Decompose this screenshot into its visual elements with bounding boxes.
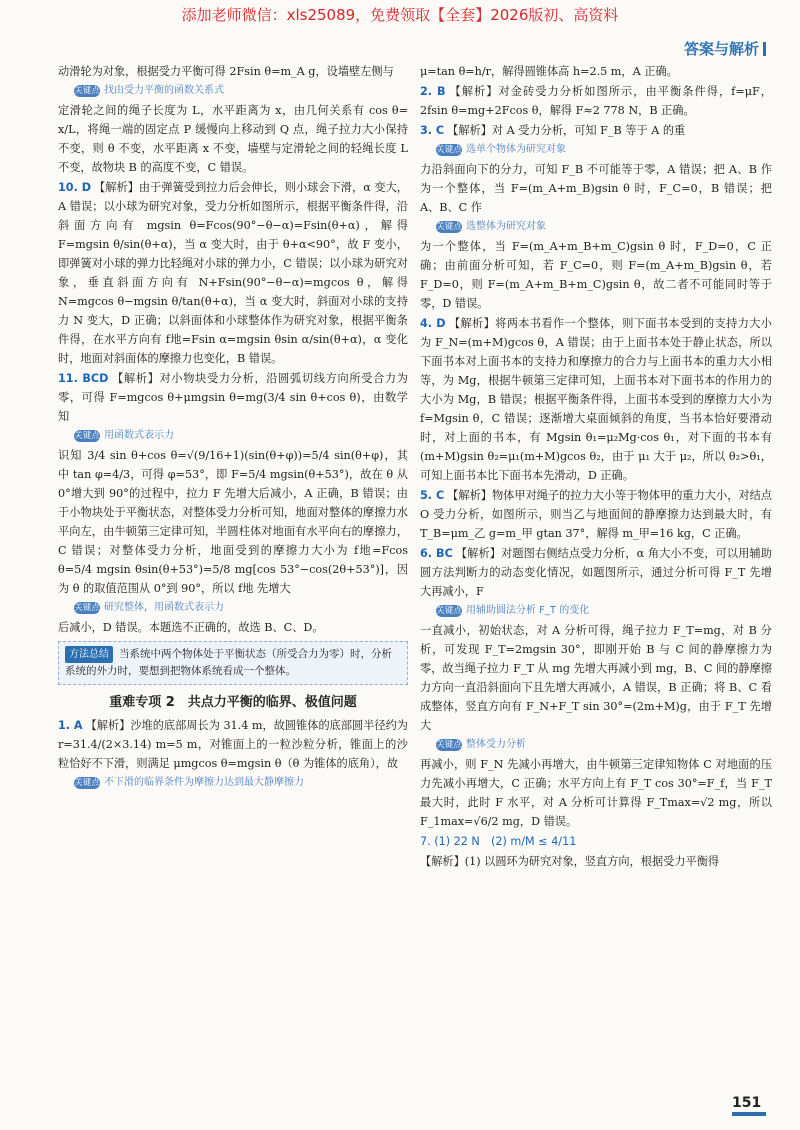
key-point-note (436, 602, 772, 619)
key-point-note (436, 218, 772, 235)
key-point-icon: 关键点 (436, 222, 462, 232)
key-point-text: 选单个物体为研究对象 (466, 144, 566, 155)
question-explanation: 【解析】对小物块受力分析，沿圆弧切线方向所受合力为零，可得 F=mgcos θ+μmgsin θ=mg(3/4 sin θ+cos θ)，由数学知 (58, 372, 408, 423)
method-summary-label: 方法总结 (65, 646, 113, 663)
question-explanation: 【解析】对题图右侧结点受力分析，α 角大小不变，可以用辅助圆方法判断力的动态变化情况，如题图所示，通过分析可得 F_T 先增大再减小，F (420, 547, 772, 598)
question-explanation: 【解析】物体甲对绳子的拉力大小等于物体甲的重力大小，对结点 O 受力分析，如图所示，则当乙与地面间的静摩擦力达到最大时，有 T_B=μm_乙 g=m_甲 gtan 37°，解得 m_甲=16 kg，C 正确。 (420, 489, 772, 540)
key-point-text: 研究整体，用函数式表示力 (104, 602, 224, 613)
question-answer (420, 486, 772, 543)
page-number-bar (732, 1112, 766, 1116)
key-point-text: 用函数式表示力 (104, 430, 174, 441)
key-point-text: 整体受力分析 (466, 739, 526, 750)
watermark-banner: 添加老师微信：xls25089，免费领取【全套】2026版初、高资料 (181, 6, 619, 24)
method-summary-text: 当系统中两个物体处于平衡状态（所受合力为零）时，分析系统的外力时，要想到把物体系统看成一个整体。 (65, 648, 392, 677)
question-number: 3. C (420, 124, 445, 137)
paragraph: μ=tan θ=h/r，解得圆锥体高 h=2.5 m，A 正确。 (420, 65, 678, 78)
question-number: 1. A (58, 719, 83, 732)
key-point-text: 用辅助圆法分析 F_T 的变化 (466, 605, 590, 616)
key-point-text: 找由受力平衡的函数关系式 (104, 85, 224, 96)
header-title: 答案与解析 (683, 40, 759, 58)
question-answer (420, 544, 772, 601)
key-point-text: 不下滑的临界条件为摩擦力达到最大静摩擦力 (104, 777, 304, 788)
question-explanation: 【解析】对 A 受力分析，可知 F_B 等于 A 的重 (447, 124, 686, 137)
question-answer (58, 369, 408, 426)
key-point-note (74, 82, 408, 99)
key-point-note (74, 599, 408, 616)
key-point-icon: 关键点 (74, 603, 100, 613)
right-column (420, 62, 772, 872)
method-summary-box (58, 641, 408, 685)
question-number: 5. C (420, 489, 445, 502)
question-answer (58, 716, 408, 773)
key-point-text: 选整体为研究对象 (466, 221, 546, 232)
key-point-icon: 关键点 (436, 606, 462, 616)
header-bar-icon (763, 42, 766, 56)
question-answer (58, 178, 408, 368)
question-number: 4. D (420, 317, 446, 330)
question-number: 6. BC (420, 547, 453, 560)
question-answer (420, 82, 772, 120)
question-explanation: 【解析】沙堆的底部周长为 31.4 m，故圆锥体的底部圆半径约为 r=31.4/(2×3.14) m=5 m，对锥面上的一粒沙粒分析，锥面上的沙粒恰好不下滑，则满足 μmgcos θ=mgsin θ（θ 为锥体的底角），故 (58, 719, 408, 770)
section-header (684, 38, 766, 59)
paragraph: 识知 3/4 sin θ+cos θ=√(9/16+1)(sin(θ+φ))=5/4 sin(θ+φ)，其中 tan φ=4/3，可得 φ=53°，即 F=5/4 mgsin(θ+53°)，故在 θ 从 0°增大到 90°的过程中，拉力 F 先增大后减小，A 正确，B 错误；由于小物块处于平衡状态，对整体受力分析可知，地面对整体的摩擦力水平向左，由牛顿第三定律可知，半圆柱体对地面有水平向右的摩擦力，C 错误；对整体受力分析，地面受到的摩擦力大小为 f地=Fcos θ=5/4 mgsin θsin(θ+53°)=5/8 mg[cos 53°−cos(2θ+53°)]，因为 θ 的取值范围从 0°到 90°，所以 f地 先增大 (58, 449, 408, 595)
question-number: 2. B (420, 85, 446, 98)
paragraph: 后减小，D 错误。本题选不正确的，故选 B、C、D。 (58, 621, 324, 634)
section-heading: 重难专项 2 共点力平衡的临界、极值问题 (109, 695, 357, 710)
question-number: 11. BCD (58, 372, 109, 385)
answer-line: 7. (1) 22 N (2) m/M ≤ 4/11 (420, 835, 577, 848)
page-number-text: 151 (732, 1095, 762, 1111)
paragraph: 【解析】(1) 以圆环为研究对象，竖直方向，根据受力平衡得 (420, 855, 720, 868)
key-point-icon: 关键点 (436, 145, 462, 155)
question-explanation: 【解析】由于弹簧受到拉力后会伸长，则小球会下滑，α 变大，A 错误；以小球为研究对象，受力分析如图所示，根据平衡条件得，沿斜面方向有 mgsin θ=Fcos(90°−θ−α)=Fsin(θ+α)，解得 F=mgsin θ/sin(θ+α)，当 α 变大时，由于 θ+α<90°，故 F 变小，即弹簧对小球的弹力比轻绳对小球的弹力小，C 错误；以小球为研究对象，垂直斜面方向有 N+Fsin(90°−θ−α)=mgcos θ，解得 N=mgcos θ−mgsin θ/tan(θ+α)，当 α 变大时，斜面对小球的支持力 N 变大，D 正确；以斜面体和小球整体作为研究对象，根据平衡条件得，在水平方向有 f地=Fsin α=mgsin θsin α/sin(θ+α)，α 变化时，地面对斜面体的摩擦力也变化，B 错误。 (58, 181, 408, 365)
key-point-note (74, 774, 408, 791)
question-number: 10. D (58, 181, 92, 194)
key-point-icon: 关键点 (74, 431, 100, 441)
key-point-note (74, 427, 408, 444)
paragraph: 动滑轮为对象，根据受力平衡可得 2Fsin θ=m_A g，设墙壁左侧与 (58, 65, 394, 78)
question-explanation: 【解析】对金砖受力分析如图所示，由平衡条件得，f=μF，2fsin θ=mg+2Fcos θ，解得 F≈2 778 N，B 正确。 (420, 85, 772, 117)
left-column (58, 62, 408, 793)
key-point-icon: 关键点 (436, 740, 462, 750)
page-number (732, 1095, 766, 1116)
paragraph: 为一个整体，当 F=(m_A+m_B+m_C)gsin θ 时，F_D=0，C 正确；由前面分析可知，若 F_C=0，则 F=(m_A+m_B)gsin θ，若 F_D=0，则 F=(m_A+m_B+m_C)gsin θ，故二者不可能同时等于零，D 错误。 (420, 240, 772, 310)
paragraph: 力沿斜面向下的分力，可知 F_B 不可能等于零，A 错误；把 A、B 作为一个整体，当 F=(m_A+m_B)gsin θ 时，F_C=0，B 错误；把 A、B、C 作 (420, 163, 772, 214)
paragraph: 再减小，则 F_N 先减小再增大，由牛顿第三定律知物体 C 对地面的压力先减小再增大，C 正确；水平方向上有 F_T cos 30°=F_f，当 F_T 最大时，此时 F 水平，对 A 分析可计算得 F_Tmax=√2 mg，所以 F_1max=√6/2 mg，D 错误。 (420, 758, 772, 828)
key-point-note (436, 141, 772, 158)
key-point-icon: 关键点 (74, 86, 100, 96)
question-answer (420, 314, 772, 485)
paragraph: 定滑轮之间的绳子长度为 L，水平距离为 x，由几何关系有 cos θ= x/L，将绳一端的固定点 P 缓慢向上移动到 Q 点，绳子拉力大小保持不变，则 θ 不变，水平距离 x 不变，墙壁与定滑轮之间的轻绳长度 L 不变，故物块 B 的高度不变，C 错误。 (58, 104, 408, 174)
key-point-icon: 关键点 (74, 778, 100, 788)
question-explanation: 【解析】将两本书看作一个整体，则下面书本受到的支持力大小为 F_N=(m+M)gcos θ，A 错误；由于上面书本处于静止状态，所以下面书本对上面书本的支持力和摩擦力的合力与上面书本的重力大小相等，为 Mg，根据牛顿第三定律可知，上面书本对下面书本的作用力的大小为 Mg，B 错误；根据平衡条件得，上面书本受到的摩擦力大小为 f=Mgsin θ，C 错误；逐渐增大桌面倾斜的角度，当书本恰好要滑动时，对上面的书本，有 Mgsin θ₁=μ₂Mg·cos θ₁，对下面的书本有 (m+M)gsin θ₂=μ₁(m+M)gcos θ₂，由于 μ₁ 大于 μ₂，所以 θ₂>θ₁，可知上面书本比下面书本先滑动，D 正确。 (420, 317, 772, 482)
key-point-note (436, 736, 772, 753)
paragraph: 一直减小，初始状态，对 A 分析可得，绳子拉力 F_T=mg，对 B 分析，可发现 F_T=2mgsin 30°，即刚开始 B 与 C 间的静摩擦力为零，故当绳子拉力 F_T 从 mg 先增大再减小到 mg，B、C 间的静摩擦力方向一直沿斜面向下且先增大再减小，A 错误，B 正确；将 B、C 看成整体，竖直方向有 F_N+F_T sin 30°=(2m+M)g，由于 F_T 先增大 (420, 624, 772, 732)
question-answer (420, 121, 772, 140)
